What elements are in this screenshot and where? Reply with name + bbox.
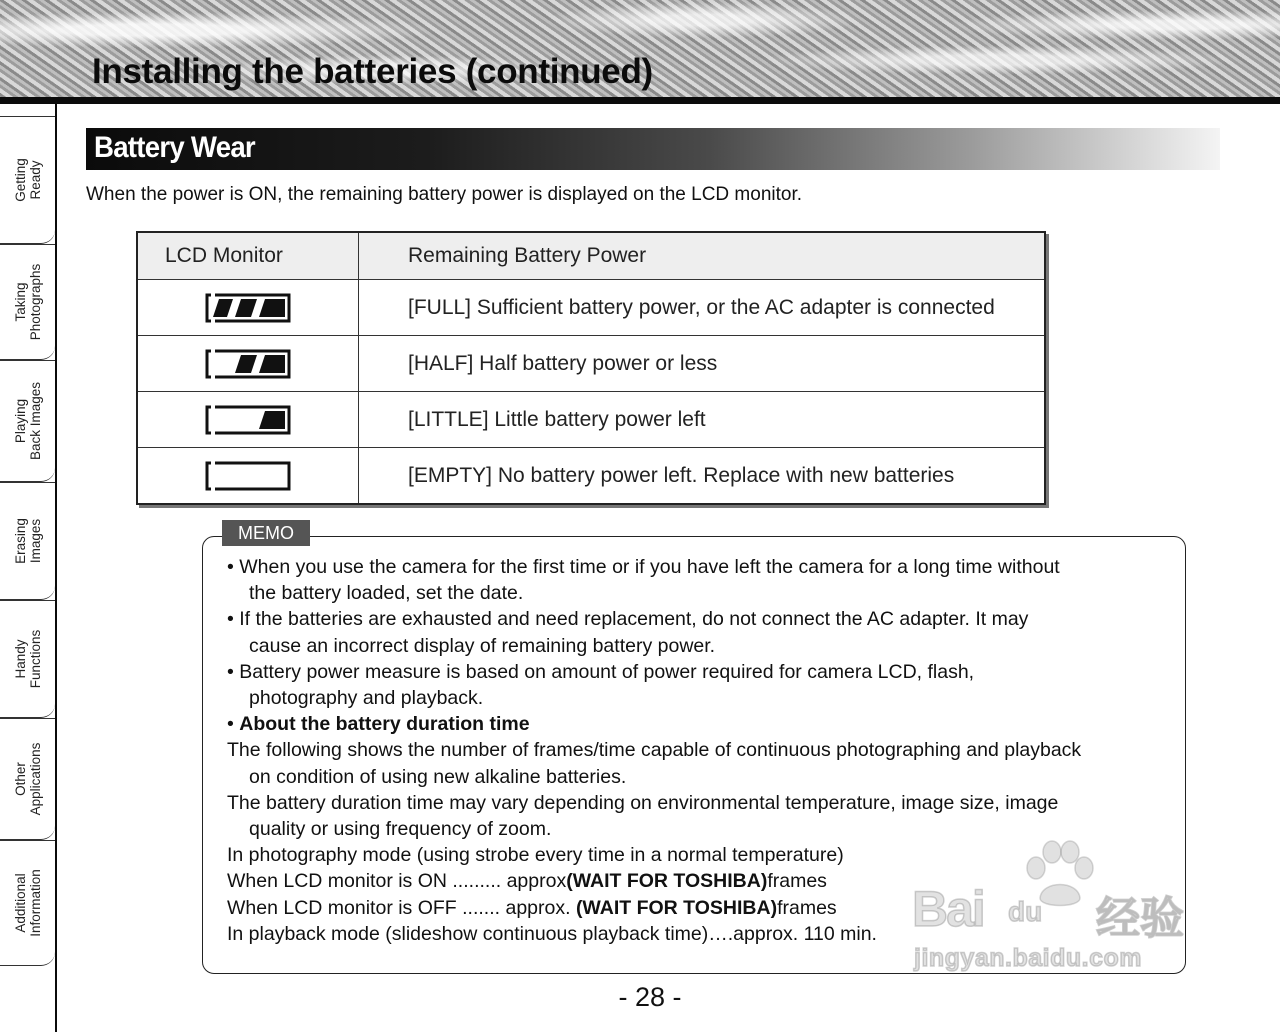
battery-segment [259,411,285,429]
tab-label: Other Applications [12,742,43,816]
memo-line: • Battery power measure is based on amount of power required for camera LCD, flash, [227,660,975,683]
lcd-icon-cell [137,392,359,448]
battery-description: [HALF] Half battery power or less [359,336,1046,392]
tab-taking-photographs[interactable] [0,244,55,360]
memo-line: • When you use the camera for the first time or if you have left the camera for a long time without [227,556,1060,578]
memo-line-bold: (WAIT FOR TOSHIBA) [566,870,768,893]
page-number: - 28 - [618,982,682,1012]
tab-label: Taking Photographs [12,263,43,341]
tab-handy-functions[interactable] [0,600,55,718]
battery-segment [235,355,257,373]
memo-line: quality or using frequency of zoom. [249,818,552,841]
section-title: Battery Wear [94,131,255,164]
memo-line: In playback mode (slideshow continuous playback time)….approx. 110 min. [227,922,877,945]
table-row [137,336,1045,392]
memo-line: photography and playback. [249,687,484,710]
memo-line [227,711,1187,737]
page-title: Installing the batteries (continued) [92,52,653,91]
section-header-bar [86,128,1220,170]
memo-line: cause an incorrect display of remaining battery power. [249,634,716,657]
header-rule [0,97,1280,104]
tab-label: Getting Ready [12,158,43,202]
memo-line: on condition of using new alkaline batteries. [249,765,627,788]
battery-description: [FULL] Sufficient battery power, or the AC adapter is connected [359,280,1046,336]
watermark-chinese: 经验 [1096,894,1184,943]
table-row [137,392,1045,448]
memo-line: The following shows the number of frames/time capable of continuous photographing and playback [227,739,1082,762]
watermark [908,836,1198,981]
table-header-row [137,232,1045,280]
memo-label: MEMO [222,520,310,546]
memo-line: The battery duration time may vary depending on environmental temperature, image size, image [227,791,1059,814]
battery-description: [EMPTY] No battery power left. Replace with new batteries [359,448,1046,505]
memo-line-bullet: • [227,713,240,736]
memo-line: the battery loaded, set the date. [249,582,524,605]
battery-segment [259,355,285,373]
battery-empty-icon [205,460,291,492]
lcd-icon-cell [137,448,359,505]
battery-full-icon [205,292,291,324]
tab-erasing-images[interactable] [0,482,55,600]
lcd-icon-cell [137,280,359,336]
memo-line-post: frames [777,896,837,919]
memo-line-post: frames [767,870,827,893]
memo-line-pre: When LCD monitor is OFF ....... approx. [227,896,576,919]
column-header-power: Remaining Battery Power [359,232,1046,280]
memo-line-bold: About the battery duration time [239,713,530,736]
battery-half-icon [205,348,291,380]
memo-line: • If the batteries are exhausted and need replacement, do not connect the AC adapter. It may [227,608,1029,631]
battery-segment [235,299,257,317]
tab-playing-back-images[interactable] [0,360,55,482]
battery-segment [259,299,285,317]
tab-label: Playing Back Images [12,381,43,461]
intro-text: When the power is ON, the remaining battery power is displayed on the LCD monitor. [86,184,803,205]
tab-label: Additional Information [12,869,43,937]
memo-line-pre: When LCD monitor is ON ......... approx [227,870,567,893]
battery-little-icon [205,404,291,436]
memo-line-bold: (WAIT FOR TOSHIBA) [575,896,778,919]
lcd-icon-cell [137,336,359,392]
tab-other-applications[interactable] [0,718,55,840]
memo-line: In photography mode (using strobe every time in a normal temperature) [227,844,844,867]
watermark-brand: Bai [912,881,984,937]
column-header-lcd: LCD Monitor [137,232,359,280]
tab-label: Handy Functions [12,629,43,689]
tab-label: Erasing Images [12,518,43,564]
battery-table [136,231,1046,505]
tab-additional-information[interactable] [0,840,55,966]
watermark-brand-suffix: du [1008,896,1043,927]
battery-segment [213,299,233,317]
table-row [137,448,1045,505]
battery-description: [LITTLE] Little battery power left [359,392,1046,448]
watermark-url: jingyan.baidu.com [914,944,1142,972]
tab-getting-ready[interactable] [0,116,55,244]
table-row [137,280,1045,336]
sidebar-divider [55,104,57,1032]
